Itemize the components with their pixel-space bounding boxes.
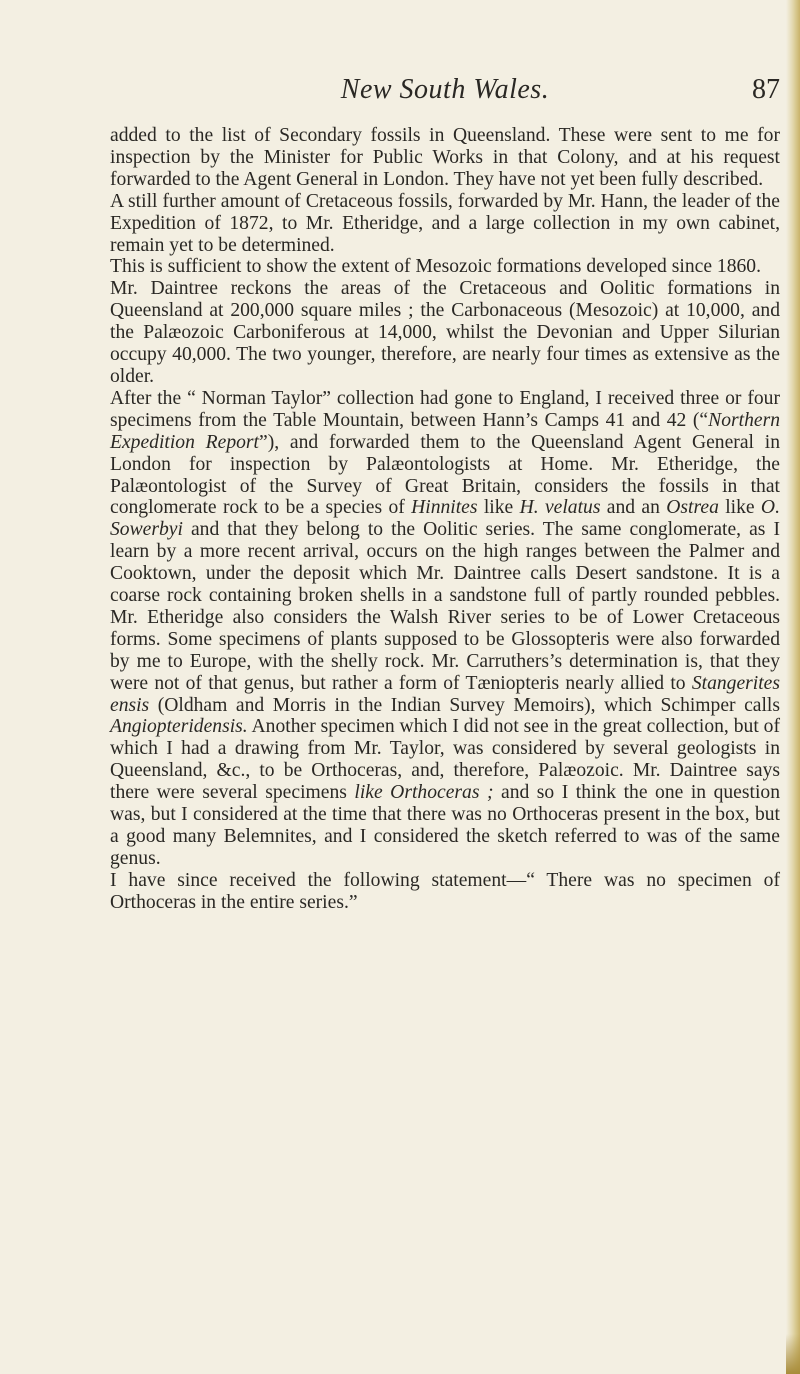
paragraph-4: Mr. Daintree reckons the areas of the Cretaceous and Oolitic formations in Queensland at 200,000 square miles ; the Carbonaceous (Mesozoic) at 10,000, and the Palæozoic Carboniferous at 14,000, whilst the Devonian and Upper Silurian occupy 40,000. The two younger, therefore, are nearly four times as extensive as the older. — [110, 278, 780, 387]
p5-italic-velatus: H. velatus — [519, 497, 601, 519]
p5-text: After the “ Norman Taylor” collection had gone to England, I received three or four specimens from the Table Mountain, between Hann’s Camps 41 and 42 (“ — [110, 387, 780, 431]
p5-text: and an — [600, 497, 667, 519]
paragraph-3: This is sufficient to show the extent of Mesozoic formations developed since 1860. — [110, 256, 761, 278]
paragraph-1: added to the list of Secondary fossils in Queensland. These were sent to me for inspection by the Minister for Public Works in that Colony, and at his request forwarded to the Agent General in London. They have not yet been fully described. — [110, 125, 780, 190]
p5-text: and so I think the one in question was, but I considered at the time that there was no Orthoceras present in the box, but a good many Belemnites, and I considered the sketch referred to was of the same genus. — [110, 782, 780, 869]
p5-italic-orthoceras: like Orthoceras ; — [354, 782, 494, 804]
p5-text: and that they belong to the Oolitic series. The same conglomerate, as I learn by a more recent arrival, occurs on the high ranges between the Palmer and Cooktown, under the deposit which Mr. Daintree calls Desert sandstone. It is a coarse rock containing broken shells in a sandstone full of partly rounded pebbles. Mr. Etheridge also considers the Walsh River series to be of Lower Cretaceous forms. Some specimens of plants supposed to be Glossopteris were also forwarded by me to Europe, with the shelly rock. Mr. Carruthers’s determination is, that they were not of that genus, but rather a form of Tæniopteris nearly allied to — [110, 519, 780, 694]
page-edge-shadow — [786, 0, 800, 1374]
p5-italic-angiopteridensis: Angiopteridensis. — [110, 716, 248, 738]
p5-text: Another specimen which I did not see in the great collection, but of which I had a drawing from Mr. Taylor, was considered by several geologists in Queensland, &c., to be Orthoceras, and, therefore, Palæozoic. Mr. Daintree says there were several specimens — [110, 716, 780, 804]
p5-text: (Oldham and Morris in the Indian Survey Memoirs), which Schimper calls — [149, 694, 780, 716]
p5-italic-report: Northern Expedition Report — [110, 409, 780, 453]
p5-text: like — [718, 497, 761, 519]
p5-italic-stangerites: Stangerites ensis — [110, 672, 780, 716]
page-header — [110, 70, 780, 110]
paragraph-2: A still further amount of Cretaceous fossils, forwarded by Mr. Hann, the leader of the Expedition of 1872, to Mr. Etheridge, and a large collection in my own cabinet, remain yet to be determined. — [110, 190, 780, 256]
paragraph-5 — [110, 388, 780, 870]
p5-italic-ostrea: Ostrea — [666, 497, 719, 519]
paragraph-6: I have since received the following statement—“ There was no specimen of Orthoceras in the entire series.” — [110, 869, 780, 913]
running-title: New South Wales. — [340, 74, 550, 105]
body-text — [110, 125, 780, 914]
page-edge-corner — [786, 1334, 800, 1374]
p5-italic-sowerbyi: O. Sowerbyi — [110, 497, 780, 541]
p5-text: like — [477, 497, 520, 519]
p5-italic-hinnites: Hinnites — [411, 497, 478, 519]
p5-text: ”), and forwarded them to the Queensland Agent General in London for inspection by Palæontologists at Home. Mr. Etheridge, the Palæontologist of the Survey of Great Britain, considers the fossils in that conglomerate rock to be a species of — [110, 431, 781, 519]
page-number: 87 — [752, 74, 780, 105]
